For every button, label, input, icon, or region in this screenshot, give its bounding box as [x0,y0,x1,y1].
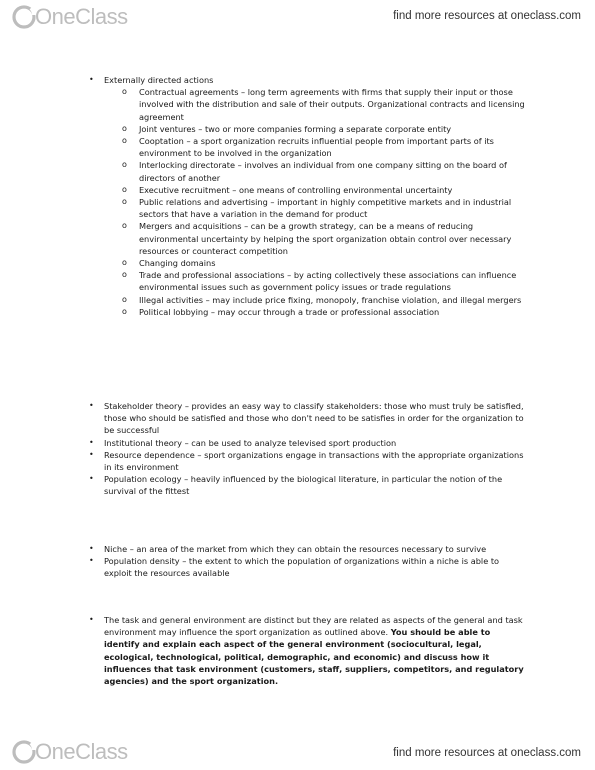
bullet-icon: • [89,474,94,484]
bullet-icon: • [89,75,94,84]
item-text: Joint ventures – two or more companies forming a separate corporate entity [139,123,452,134]
list-item [0,86,525,123]
item-text: Cooptation – a sport organization recruits influential people from important parts of its environment to be involved in the organization [139,136,494,159]
list-item [0,184,525,196]
item-text: Political lobbying – may occur through a trade or professional association [139,306,440,317]
oneclass-o-icon [11,4,37,30]
section-environment-summary [0,614,524,687]
list-item [0,196,525,220]
list-item [0,220,525,257]
page-footer [0,733,595,770]
item-text: Stakeholder theory – provides an easy way to classify stakeholders: those who must truly be satisfied, those who should be satisfied and those who don't need to be satisfies in order for the organization to be successful [104,401,524,436]
circle-bullet-icon: o [122,123,127,133]
list-item [0,294,525,306]
item-text: Trade and professional associations – by acting collectively these associations can influence environmental issues such as government policy issues or trade regulations [139,270,517,293]
logo-text: OneClass [35,739,128,764]
list-item [0,159,525,183]
bullet-icon: • [89,401,94,410]
list-item [0,437,524,449]
circle-bullet-icon: o [122,160,127,170]
oneclass-logo-footer[interactable] [11,739,128,765]
section-theories [0,400,524,498]
list-item [0,269,525,293]
item-text: Resource dependence – sport organizations engage in transactions with the appropriate organizations in its environment [104,449,524,473]
bullet-icon: • [89,544,94,553]
circle-bullet-icon: o [122,136,127,146]
list-item-heading [0,74,524,86]
item-text: Institutional theory – can be used to analyze televised sport production [104,437,397,448]
list-item [0,135,525,159]
item-text: Population density – the extent to which the population of organizations within a niche is able to exploit the resources available [104,556,500,579]
footer-tagline-link[interactable]: find more resources at oneclass.com [393,747,581,759]
summary-bold-text: You should be able to identify and explain each aspect of the general environment (sociocultural, legal, ecological, technological, political, demographic, and economic) and discuss how it influences that task environment (customers, staff, suppliers, competitors, and regulatory agencies) and the sport organization. [104,627,524,687]
list-item [0,543,524,555]
item-text: Niche – an area of the market from which they can obtain the resources necessary to survive [104,544,487,554]
item-text: Illegal activities – may include price fixing, monopoly, franchise violation, and illegal mergers [139,294,522,305]
item-text: Public relations and advertising – important in highly competitive markets and in industrial sectors that have a variation in the demand for product [139,197,512,220]
oneclass-o-icon [11,739,37,765]
circle-bullet-icon: o [122,221,127,231]
list-item [0,400,524,437]
list-item [0,449,524,473]
list-item [0,473,524,497]
list-item [0,614,524,687]
bullet-icon: • [89,615,94,624]
list-item [0,555,524,579]
circle-bullet-icon: o [122,258,127,268]
header-tagline-link[interactable]: find more resources at oneclass.com [393,10,581,22]
item-text: Mergers and acquisitions – can be a growth strategy, can be a means of reducing environmental uncertainty by helping the sport organization obtain control over necessary resources or counteract competition [139,221,512,256]
item-text: Contractual agreements – long term agreements with firms that supply their input or those involved with the distribution and sale of their outputs. Organizational contracts and licensing agreement [139,87,525,122]
bullet-icon: • [89,556,94,566]
logo-text: OneClass [35,4,128,29]
oneclass-logo[interactable] [11,4,128,30]
item-text: Executive recruitment – one means of controlling environmental uncertainty [139,184,453,195]
list-item [0,123,525,135]
sub-list [0,86,525,318]
list-item [0,306,525,318]
circle-bullet-icon: o [122,294,127,304]
bullet-icon: • [89,449,94,459]
section-external-actions [0,74,525,318]
summary-text: The task and general environment are distinct but they are related as aspects of the general and task environment may influence the sport organization as outlined above. [104,615,523,638]
bullet-icon: • [89,437,94,447]
circle-bullet-icon: o [122,270,127,280]
list-item [0,257,525,269]
circle-bullet-icon: o [122,87,127,97]
item-text: Population ecology – heavily influenced by the biological literature, in particular the notion of the survival of the fittest [104,474,503,497]
item-text: Changing domains [139,258,216,269]
page-header [0,0,595,38]
circle-bullet-icon: o [122,197,127,207]
section-heading: Externally directed actions [104,75,214,85]
section-niche [0,543,524,580]
item-text: Interlocking directorate – involves an individual from one company sitting on the board of directors of another [139,160,507,183]
circle-bullet-icon: o [122,184,127,194]
circle-bullet-icon: o [122,306,127,316]
